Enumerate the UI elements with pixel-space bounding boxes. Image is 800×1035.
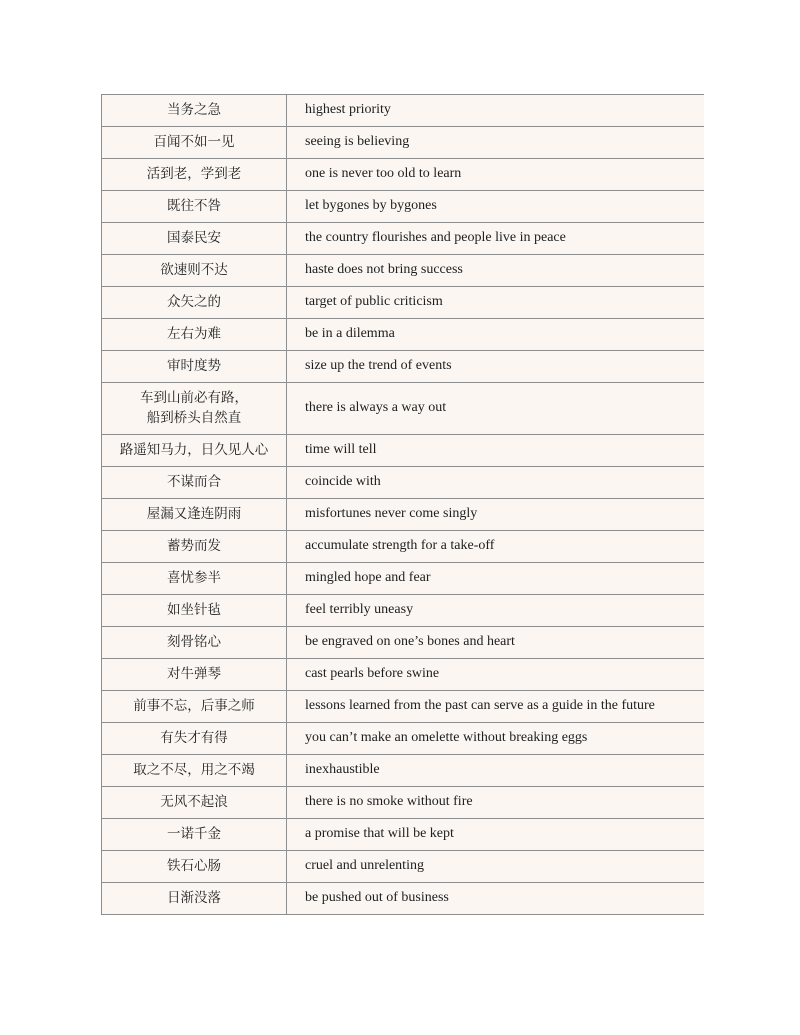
table-row — [102, 127, 705, 159]
english-translation-cell: target of public criticism — [287, 287, 705, 319]
english-translation-cell: be in a dilemma — [287, 319, 705, 351]
table-row — [102, 287, 705, 319]
chinese-idiom-cell: 铁石心肠 — [102, 851, 287, 883]
chinese-idiom-cell: 车到山前必有路， 船到桥头自然直 — [102, 383, 287, 435]
chinese-idiom-cell: 对牛弹琴 — [102, 659, 287, 691]
chinese-idiom-cell: 审时度势 — [102, 351, 287, 383]
chinese-idiom-cell: 众矢之的 — [102, 287, 287, 319]
table-row — [102, 159, 705, 191]
table-row — [102, 851, 705, 883]
table-row — [102, 819, 705, 851]
table-row — [102, 883, 705, 915]
chinese-idiom-cell: 无风不起浪 — [102, 787, 287, 819]
table-row — [102, 499, 705, 531]
english-translation-cell: misfortunes never come singly — [287, 499, 705, 531]
table-row — [102, 191, 705, 223]
english-translation-cell: highest priority — [287, 95, 705, 127]
chinese-idiom-cell: 路遥知马力，日久见人心 — [102, 435, 287, 467]
english-translation-cell: be engraved on one’s bones and heart — [287, 627, 705, 659]
english-translation-cell: cruel and unrelenting — [287, 851, 705, 883]
table-row — [102, 531, 705, 563]
table-row — [102, 787, 705, 819]
table-row — [102, 691, 705, 723]
chinese-idiom-cell: 既往不咎 — [102, 191, 287, 223]
english-translation-cell: feel terribly uneasy — [287, 595, 705, 627]
table-row — [102, 95, 705, 127]
chinese-idiom-cell: 喜忧参半 — [102, 563, 287, 595]
chinese-idiom-cell: 不谋而合 — [102, 467, 287, 499]
idiom-translation-table — [101, 94, 704, 915]
chinese-idiom-cell: 前事不忘，后事之师 — [102, 691, 287, 723]
chinese-idiom-cell: 取之不尽，用之不竭 — [102, 755, 287, 787]
english-translation-cell: be pushed out of business — [287, 883, 705, 915]
table-row — [102, 435, 705, 467]
chinese-idiom-cell: 日渐没落 — [102, 883, 287, 915]
chinese-idiom-cell: 欲速则不达 — [102, 255, 287, 287]
table-row — [102, 255, 705, 287]
chinese-idiom-cell: 国泰民安 — [102, 223, 287, 255]
english-translation-cell: accumulate strength for a take-off — [287, 531, 705, 563]
table-row — [102, 723, 705, 755]
table-row — [102, 351, 705, 383]
chinese-idiom-cell: 活到老，学到老 — [102, 159, 287, 191]
table-row — [102, 755, 705, 787]
english-translation-cell: size up the trend of events — [287, 351, 705, 383]
chinese-idiom-cell: 一诺千金 — [102, 819, 287, 851]
english-translation-cell: you can’t make an omelette without breaking eggs — [287, 723, 705, 755]
table-row — [102, 319, 705, 351]
table-row — [102, 563, 705, 595]
chinese-idiom-cell: 当务之急 — [102, 95, 287, 127]
chinese-idiom-cell: 百闻不如一见 — [102, 127, 287, 159]
table-row — [102, 595, 705, 627]
chinese-idiom-cell: 左右为难 — [102, 319, 287, 351]
english-translation-cell: there is always a way out — [287, 383, 705, 435]
english-translation-cell: mingled hope and fear — [287, 563, 705, 595]
table-row — [102, 627, 705, 659]
table-row — [102, 223, 705, 255]
table-row — [102, 467, 705, 499]
english-translation-cell: there is no smoke without fire — [287, 787, 705, 819]
chinese-idiom-cell: 如坐针毡 — [102, 595, 287, 627]
table-row — [102, 659, 705, 691]
chinese-idiom-cell: 屋漏又逢连阴雨 — [102, 499, 287, 531]
english-translation-cell: the country flourishes and people live in peace — [287, 223, 705, 255]
english-translation-cell: a promise that will be kept — [287, 819, 705, 851]
english-translation-cell: seeing is believing — [287, 127, 705, 159]
chinese-idiom-cell: 有失才有得 — [102, 723, 287, 755]
idiom-table-page — [101, 94, 704, 915]
table-row — [102, 383, 705, 435]
english-translation-cell: lessons learned from the past can serve as a guide in the future — [287, 691, 705, 723]
chinese-idiom-cell: 蓄势而发 — [102, 531, 287, 563]
english-translation-cell: let bygones by bygones — [287, 191, 705, 223]
english-translation-cell: inexhaustible — [287, 755, 705, 787]
english-translation-cell: time will tell — [287, 435, 705, 467]
english-translation-cell: coincide with — [287, 467, 705, 499]
english-translation-cell: cast pearls before swine — [287, 659, 705, 691]
english-translation-cell: haste does not bring success — [287, 255, 705, 287]
chinese-idiom-cell: 刻骨铭心 — [102, 627, 287, 659]
english-translation-cell: one is never too old to learn — [287, 159, 705, 191]
